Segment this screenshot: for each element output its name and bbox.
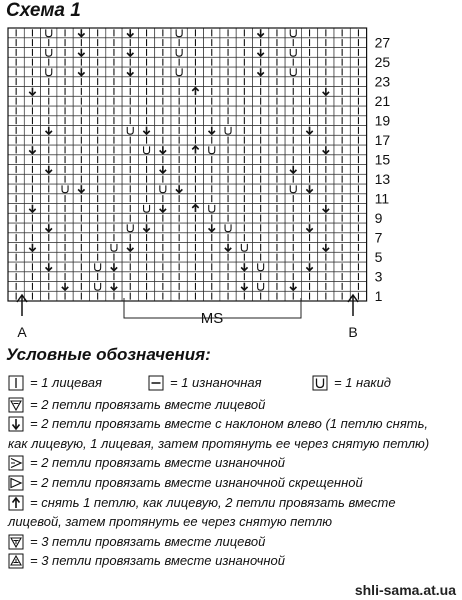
ms-label: MS: [200, 310, 224, 327]
row-number: 25: [374, 54, 391, 71]
row-number: 7: [374, 229, 383, 246]
skp-icon: [8, 495, 24, 511]
p2togtbl-icon: [8, 475, 24, 491]
row-number: 5: [374, 249, 383, 266]
row-number: 9: [374, 210, 383, 227]
p3tog-icon: [8, 553, 24, 569]
legend-title: Условные обозначения:: [6, 345, 211, 364]
row-number: 21: [374, 93, 391, 110]
row-number: 3: [374, 268, 383, 285]
p2tog-icon: [8, 455, 24, 471]
row-number: 23: [374, 73, 391, 90]
legend-knit-text: = 1 лицевая: [30, 375, 102, 390]
row-number: 15: [374, 151, 391, 168]
row-number: 27: [374, 34, 391, 51]
row-numbers: [375, 35, 391, 305]
legend-continuation-text: как лицевую, 1 лицевая, затем протянуть ее через снятую петлю): [8, 435, 430, 451]
marker-b: B: [348, 324, 358, 340]
legend-p3tog-text: = 3 петли провязать вместе изнаночной: [30, 553, 285, 569]
legend-k3tog-text: = 3 петли провязать вместе лицевой: [30, 533, 266, 549]
knit-icon: [8, 375, 24, 391]
legend-k2tog-text: = 2 петли провязать вместе лицевой: [30, 396, 266, 412]
legend-p2tog-text: = 2 петли провязать вместе изнаночной: [30, 455, 285, 471]
legend-purl-text: = 1 изнаночная: [170, 375, 262, 390]
legend-ssk-text: = 2 петли провязать вместе с наклоном влево (1 петлю снять,: [30, 416, 429, 432]
website-watermark: shli-sama.at.ua: [354, 582, 456, 598]
legend-yo-text: = 1 накид: [334, 375, 391, 390]
row-number: 13: [374, 171, 391, 188]
legend-continuation-text: лицевой, затем протянуть ее через снятую петлю: [8, 514, 333, 530]
row-number: 19: [374, 112, 391, 129]
chart-cells: [8, 28, 367, 301]
chart-title: Схема 1: [6, 0, 81, 21]
yo-icon: [312, 375, 328, 391]
k2tog-icon: [8, 397, 24, 413]
marker-a: A: [17, 324, 27, 340]
legend-skp-text: = снять 1 петлю, как лицевую, 2 петли провязать вместе: [30, 494, 396, 510]
legend-p2togtbl-text: = 2 петли провязать вместе изнаночной скрещенной: [30, 475, 363, 490]
row-number: 1: [374, 288, 383, 305]
purl-icon: [148, 375, 164, 391]
k3tog-icon: [8, 534, 24, 550]
row-number: 11: [374, 190, 390, 207]
row-number: 17: [374, 132, 391, 149]
ssk-icon: [8, 416, 24, 432]
